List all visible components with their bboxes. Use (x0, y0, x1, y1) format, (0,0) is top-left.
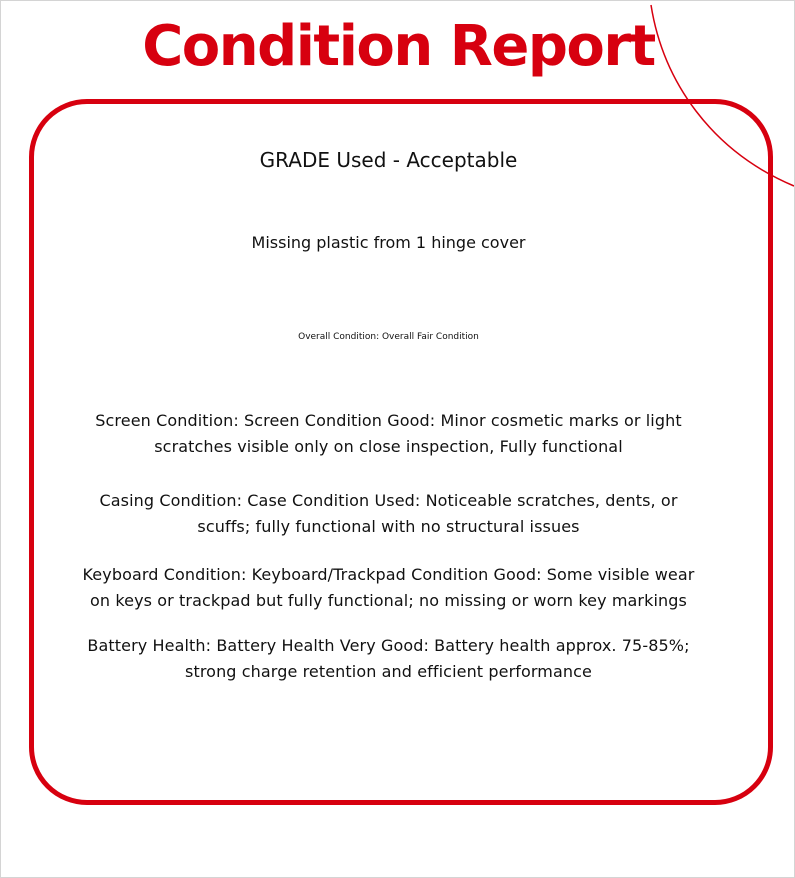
keyboard-condition (61, 562, 716, 614)
screen-condition-line-1: Screen Condition: Screen Condition Good: Minor cosmetic marks or light (95, 411, 682, 430)
screen-condition-line-2: scratches visible only on close inspection, Fully functional (154, 437, 623, 456)
grade-label: GRADE Used - Acceptable (259, 148, 518, 172)
overall-condition: Overall Condition: Overall Fair Condition (298, 332, 479, 342)
report-title: Condition Report (142, 14, 655, 79)
casing-condition-line-1: Casing Condition: Case Condition Used: Noticeable scratches, dents, or (99, 491, 678, 510)
battery-health (51, 633, 726, 685)
battery-health-line-1: Battery Health: Battery Health Very Good: Battery health approx. 75-85%; (87, 636, 690, 655)
screen-condition (61, 408, 716, 460)
casing-condition-line-2: scuffs; fully functional with no structural issues (197, 517, 580, 536)
keyboard-condition-line-1: Keyboard Condition: Keyboard/Trackpad Condition Good: Some visible wear (82, 565, 695, 584)
battery-health-line-2: strong charge retention and efficient performance (185, 662, 592, 681)
condition-note: Missing plastic from 1 hinge cover (251, 233, 526, 252)
casing-condition (61, 488, 716, 540)
keyboard-condition-line-2: on keys or trackpad but fully functional; no missing or worn key markings (90, 591, 687, 610)
